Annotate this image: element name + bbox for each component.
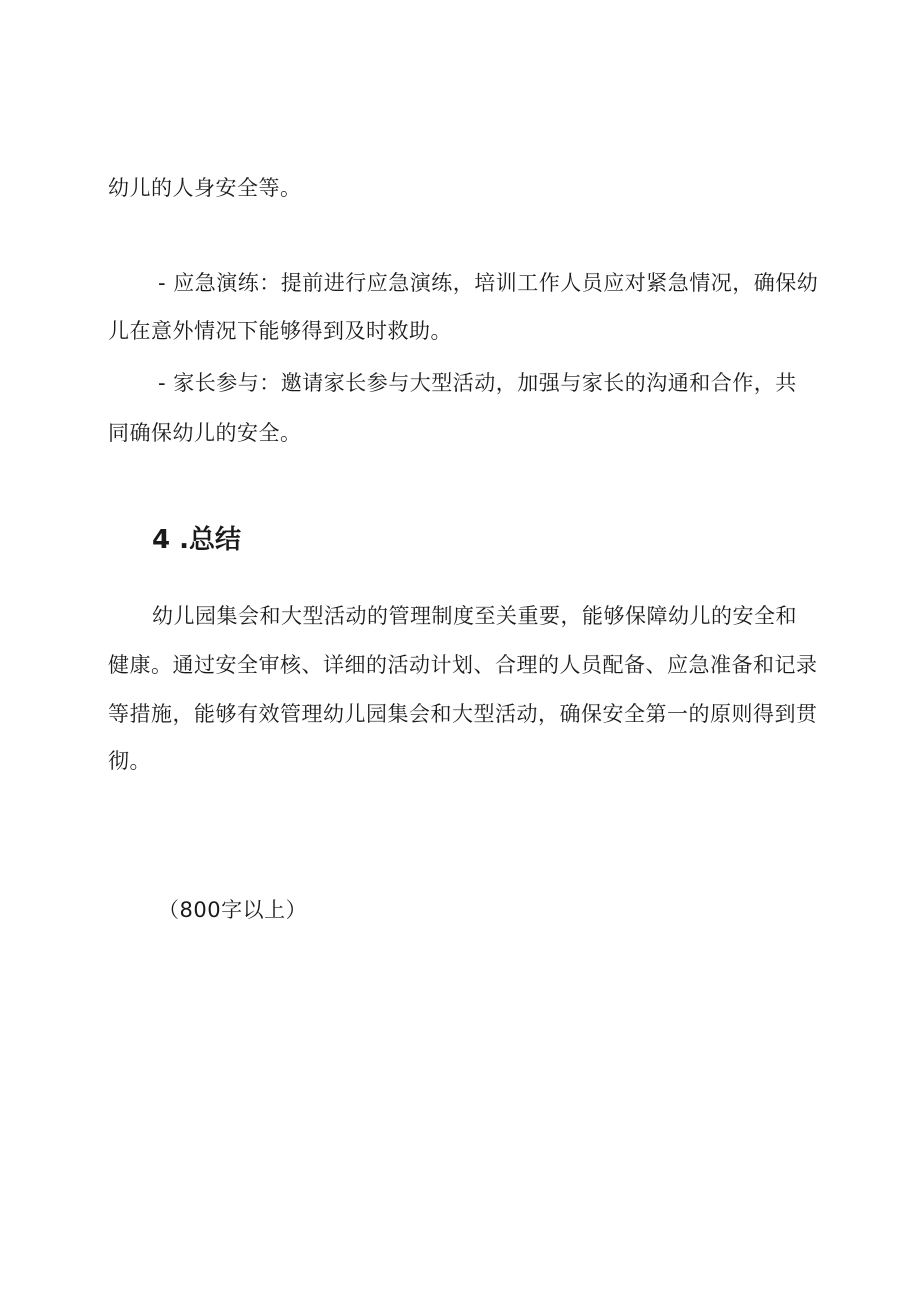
summary-line1: 幼儿园集会和大型活动的管理制度至关重要，能够保障幼儿的安全和 [152, 604, 797, 628]
parent-participation-item-line1: - 家长参与：邀请家长参与大型活动，加强与家长的沟通和合作，共 [158, 371, 797, 395]
word-count-note: （800字以上） [158, 898, 308, 922]
section-heading-summary: 4 .总结 [152, 525, 242, 555]
summary-line2: 健康。通过安全审核、详细的活动计划、合理的人员配备、应急准备和记录 [108, 653, 818, 677]
continuation-text: 幼儿的人身安全等。 [108, 176, 302, 200]
emergency-drill-item-line1: - 应急演练：提前进行应急演练，培训工作人员应对紧急情况，确保幼 [158, 271, 819, 295]
summary-line4: 彻。 [108, 749, 151, 773]
emergency-drill-item-line2: 儿在意外情况下能够得到及时救助。 [108, 319, 452, 343]
summary-line3: 等措施，能够有效管理幼儿园集会和大型活动，确保安全第一的原则得到贯 [108, 702, 818, 726]
parent-participation-item-line2: 同确保幼儿的安全。 [108, 421, 302, 445]
